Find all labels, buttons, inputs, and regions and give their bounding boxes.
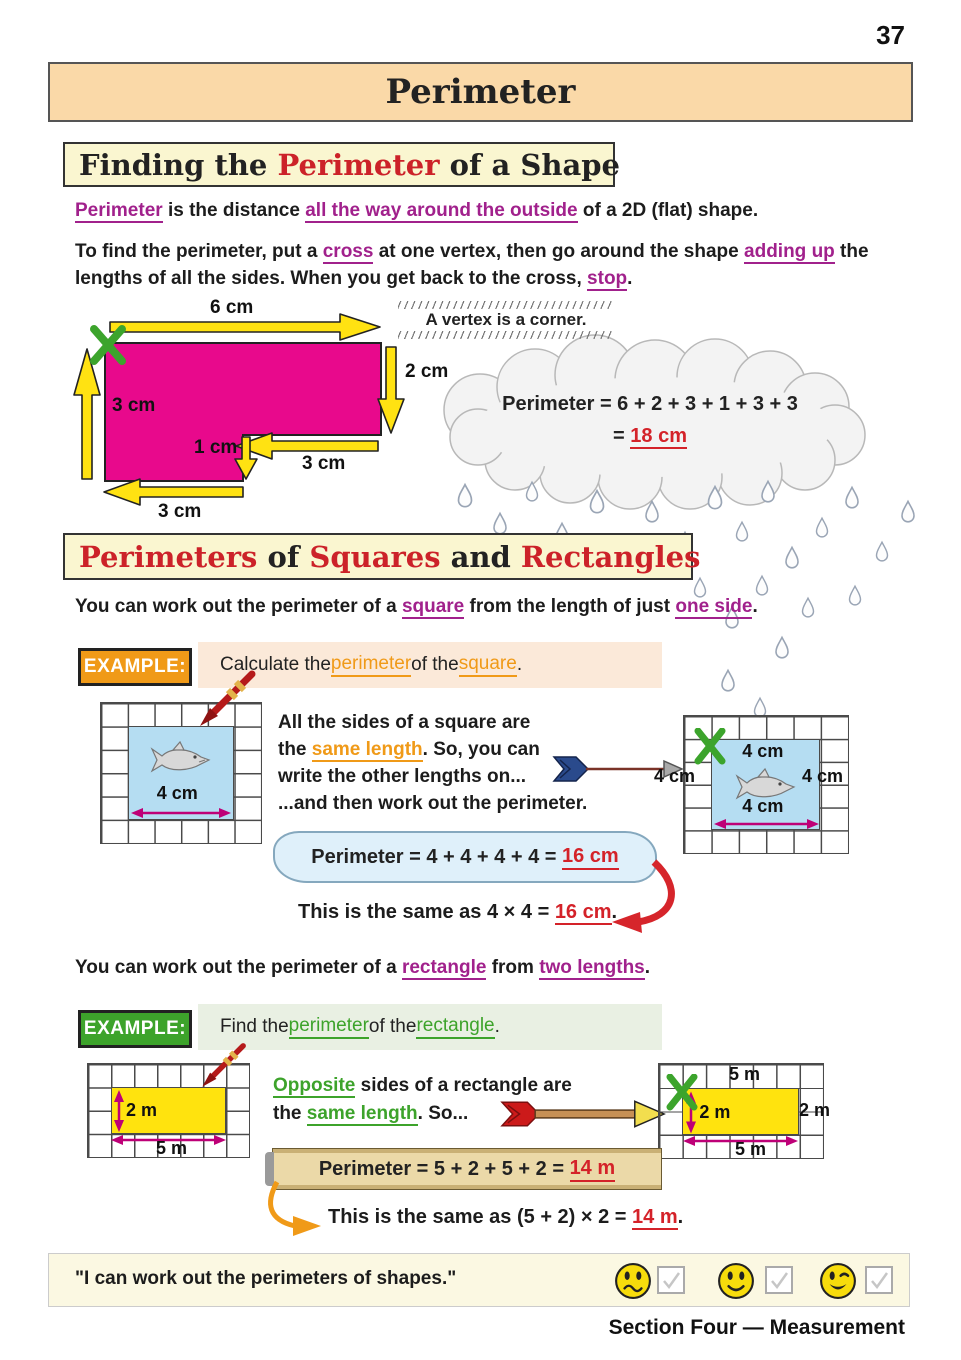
square-expl-line2: the same length. So, you can: [278, 739, 540, 760]
rect-perimeter-scroll: Perimeter = 5 + 2 + 5 + 2 = 14 m: [272, 1148, 662, 1190]
grid2-label-bottom: 4 cm: [742, 795, 784, 816]
dim-label-bottom: 3 cm: [158, 501, 202, 522]
dim-arrow-vertical: [113, 1090, 125, 1132]
square-grid-right: [654, 715, 849, 854]
cloud-calc-line1: Perimeter = 6 + 2 + 3 + 1 + 3 + 3: [502, 393, 798, 415]
smiley-happy-icon: [819, 1262, 857, 1300]
grid4-label-top: 5 m: [729, 1064, 761, 1084]
grid4-label-bottom: 5 m: [735, 1139, 767, 1159]
square-explanation: [278, 709, 587, 817]
page-title: Perimeter: [385, 72, 576, 112]
section-heading-squares-rectangles: Perimeters of Squares and Rectangles: [63, 533, 693, 580]
square-sameas-line: This is the same as 4 × 4 = 16 cm.: [298, 901, 618, 923]
check-mark-icon: [767, 1268, 791, 1292]
example2-prompt: Find the perimeter of the rectangle .: [198, 1004, 662, 1050]
dim-arrow-horizontal: [131, 807, 231, 819]
check-mark-icon: [867, 1268, 891, 1292]
intro-paragraph: Perimeter is the distance all the way around the outside of a 2D (flat) shape.: [75, 200, 759, 221]
grid4-label-left: 2 m: [699, 1101, 731, 1122]
dim-label-notch: 1 cm: [194, 437, 238, 458]
self-assessment-text: "I can work out the perimeters of shapes.": [75, 1268, 457, 1289]
page-title-banner: [48, 62, 913, 122]
cloud-calc-line2: = 18 cm: [613, 425, 687, 447]
dart-icon: [192, 664, 262, 734]
rect-grid-right: [658, 1063, 831, 1159]
page-number: 37: [876, 20, 905, 50]
arrow-left-3cm: [74, 349, 100, 479]
example2-badge: EXAMPLE:: [78, 1010, 192, 1048]
grid2-label-top: 4 cm: [742, 740, 784, 761]
rectangle-paragraph: You can work out the perimeter of a rectangle from two lengths.: [75, 957, 651, 978]
hatch-bottom: [398, 331, 614, 339]
dim-arrow-horizontal: [714, 818, 819, 830]
grid3-label-bottom: 5 m: [156, 1138, 188, 1158]
start-cross-icon: [692, 728, 730, 766]
vertex-note: A vertex is a corner.: [398, 301, 614, 339]
smiley-neutral-icon: [717, 1262, 755, 1300]
section-heading-finding-perimeter: Finding the Perimeter of a Shape: [63, 142, 615, 187]
self-assessment-bar: [48, 1253, 910, 1307]
grid1-label-bottom: 4 cm: [156, 783, 198, 804]
dim-label-right: 2 cm: [405, 361, 449, 382]
tan-arrow-icon: [500, 1096, 668, 1132]
method-paragraph: To find the perimeter, put a cross at one vertex, then go around the shape adding up the lengths of all the sides. When you get back to the cross, stop.: [75, 241, 869, 289]
checkbox-unsure[interactable]: [657, 1266, 685, 1294]
smiley-unsure-icon: [614, 1262, 652, 1300]
grid4-label-right: 2 m: [799, 1100, 831, 1120]
check-mark-icon: [659, 1268, 683, 1292]
red-curved-arrow-icon: [592, 856, 682, 941]
rect-expl-line2: the same length. So...: [273, 1103, 469, 1124]
blue-square: [128, 726, 235, 819]
grid3-label-left: 2 m: [126, 1100, 158, 1121]
checkbox-neutral[interactable]: [765, 1266, 793, 1294]
grid2-label-right: 4 cm: [802, 766, 844, 786]
example1-prompt: Calculate the perimeter of the square .: [198, 642, 662, 688]
grid2-label-left: 4 cm: [654, 766, 696, 786]
yellow-rectangle: [111, 1087, 226, 1134]
square-perimeter-cloud: Perimeter = 4 + 4 + 4 + 4 = 16 cm: [273, 831, 657, 883]
example1-badge: EXAMPLE:: [78, 648, 192, 686]
dim-label-left: 3 cm: [112, 395, 156, 416]
hatch-top: [398, 301, 614, 309]
square-paragraph: You can work out the perimeter of a square from the length of just one side.: [75, 596, 758, 617]
square-expl-line3: write the other lengths on...: [278, 766, 527, 787]
start-cross-icon: [664, 1074, 702, 1112]
square-expl-line4: ...and then work out the perimeter.: [278, 793, 588, 814]
dart-icon: [196, 1038, 251, 1093]
rect-expl-line1: Opposite sides of a rectangle are: [273, 1075, 572, 1096]
section-footer: Section Four — Measurement: [608, 1316, 905, 1339]
dim-label-inner: 3 cm: [302, 453, 346, 474]
checkbox-happy[interactable]: [865, 1266, 893, 1294]
rect-sameas-line: This is the same as (5 + 2) × 2 = 14 m.: [328, 1206, 684, 1228]
shark-icon: [149, 739, 213, 775]
square-expl-line1: All the sides of a square are: [278, 712, 531, 733]
dim-label-top: 6 cm: [210, 297, 254, 318]
